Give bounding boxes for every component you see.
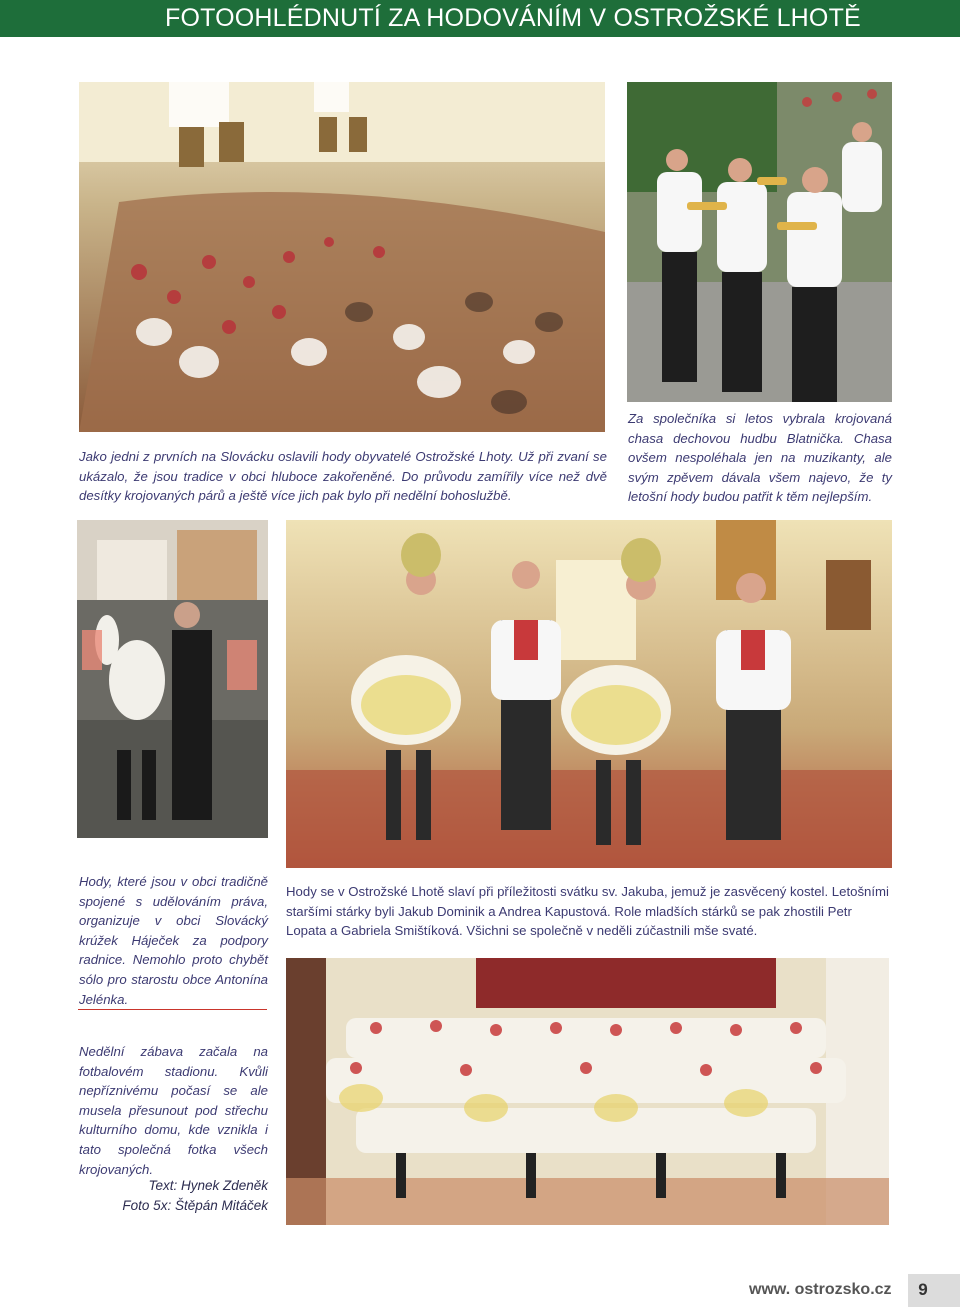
footer-website-link[interactable]: www. ostrozsko.cz xyxy=(749,1281,892,1298)
page-number-box xyxy=(908,1274,960,1307)
page-header-bar xyxy=(0,0,960,37)
caption-divider xyxy=(78,1009,267,1010)
page-number: 9 xyxy=(918,1280,928,1299)
text-credit: Text: Hynek Zdeněk xyxy=(148,1178,268,1193)
photo-credit: Foto 5x: Štěpán Mitáček xyxy=(122,1198,268,1213)
caption-brass-band: Za společníka si letos vybrala krojovaná chasa dechovou hudbu Blatnička. Chasa ovšem nespoléhala jen na muzikanty, ale svým zpěvem dávala všem najevo, že ty letošní hody budou patřit k těm nejlepším. xyxy=(628,411,892,505)
caption-mayor-dance: Hody, které jsou v obci tradičně spojené s udělováním práva, organizuje v obci Slovácký krúžek Háječek za podpory radnice. Nemohlo proto chybět sólo pro starostu obce Antonína Jelénka. xyxy=(79,874,268,1007)
caption-group: Nedělní zábava začala na fotbalovém stadionu. Kvůli nepříznivému počasí se ale musela přesunout pod střechu kulturního domu, kde vznikla i tato společná fotka všech krojovaných. xyxy=(79,1044,268,1177)
starki-church-photo xyxy=(286,520,892,868)
church-interior-photo xyxy=(79,82,605,432)
brass-band-photo xyxy=(627,82,892,402)
group-photo xyxy=(286,958,889,1225)
caption-church-mass: Jako jedni z prvních na Slovácku oslavili hody obyvatelé Ostrožské Lhoty. Už při zvaní se ukázalo, že jsou tradice v obci hluboce zakořeněné. Do průvodu zamířily více než dvě desítky krojovaných párů a ještě více jich pak bylo při nedělní bohoslužbě. xyxy=(79,449,607,504)
mayor-dance-photo xyxy=(77,520,268,838)
caption-starki: Hody se v Ostrožské Lhotě slaví při příležitosti svátku sv. Jakuba, jemuž je zasvěcený kostel. Letošními staršími stárky byli Jakub Dominik a Andrea Kapustová. Role mladších stárků se pak zhostili Petr Lopata a Gabriela Smištíková. Všichni se společně v neděli zúčastnili mše svaté. xyxy=(286,884,889,939)
credits xyxy=(122,1176,268,1216)
page-title: FOTOOHLÉDNUTÍ ZA HODOVÁNÍM V OSTROŽSKÉ LHOTĚ xyxy=(165,4,861,32)
